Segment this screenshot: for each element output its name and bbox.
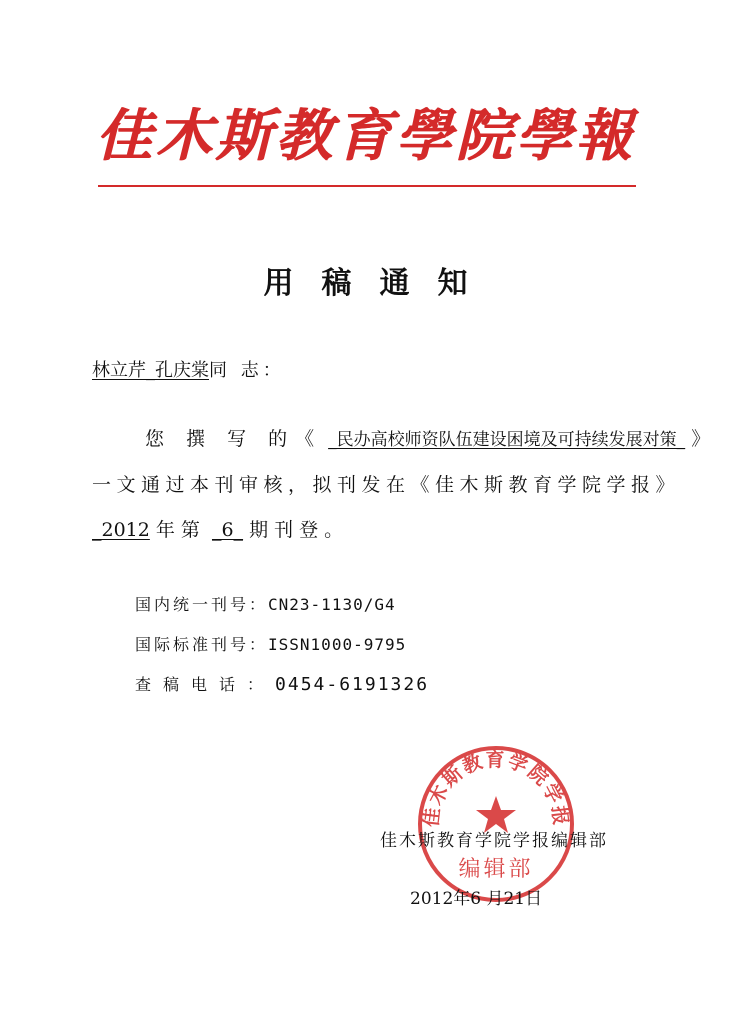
signature-date: 2012年6 月21日 — [410, 889, 543, 909]
recipient-suffix: 同 志： — [209, 360, 285, 381]
body-line-2: 一文通过本刊审核，拟刊发在《佳木斯教育学院学报》 — [92, 474, 681, 496]
domestic-issn-row — [135, 592, 396, 615]
recipient-line — [92, 356, 285, 382]
issue-label: 期刊登。 — [249, 519, 350, 541]
info-value: 0454-6191326 — [275, 674, 430, 695]
masthead-divider — [98, 185, 636, 187]
body-line-1-suffix: 》 — [691, 428, 711, 450]
journal-masthead: 佳木斯教育學院學報 — [95, 103, 636, 169]
recipient-names: 林立芹_孔庆棠 — [92, 360, 209, 381]
international-issn-row — [135, 632, 406, 655]
info-value: CN23-1130/G4 — [268, 595, 396, 614]
body-line-1-prefix: 您 撰 写 的《 — [145, 428, 323, 450]
article-title: _民办高校师资队伍建设困境及可持续发展对策_ — [328, 430, 686, 450]
seal-center-text: 编辑部 — [458, 857, 534, 882]
info-label: 查稿电话： — [135, 675, 276, 694]
notice-title: 用稿通知 — [263, 266, 496, 301]
body-line-1 — [145, 424, 710, 451]
phone-row — [135, 672, 429, 695]
body-line-3 — [92, 515, 349, 542]
info-value: ISSN1000-9795 — [268, 635, 407, 654]
issue-number: _6_ — [211, 519, 244, 541]
signature-org: 佳木斯教育学院学报编辑部 — [380, 831, 608, 851]
seal-ring-text: 佳木斯教育学院学报 — [420, 749, 572, 829]
info-label: 国际标准刊号： — [135, 635, 269, 654]
year-label: 年第 — [155, 519, 206, 541]
official-seal — [416, 744, 576, 904]
info-label: 国内统一刊号： — [135, 595, 269, 614]
publication-year: _2012 — [92, 519, 150, 541]
